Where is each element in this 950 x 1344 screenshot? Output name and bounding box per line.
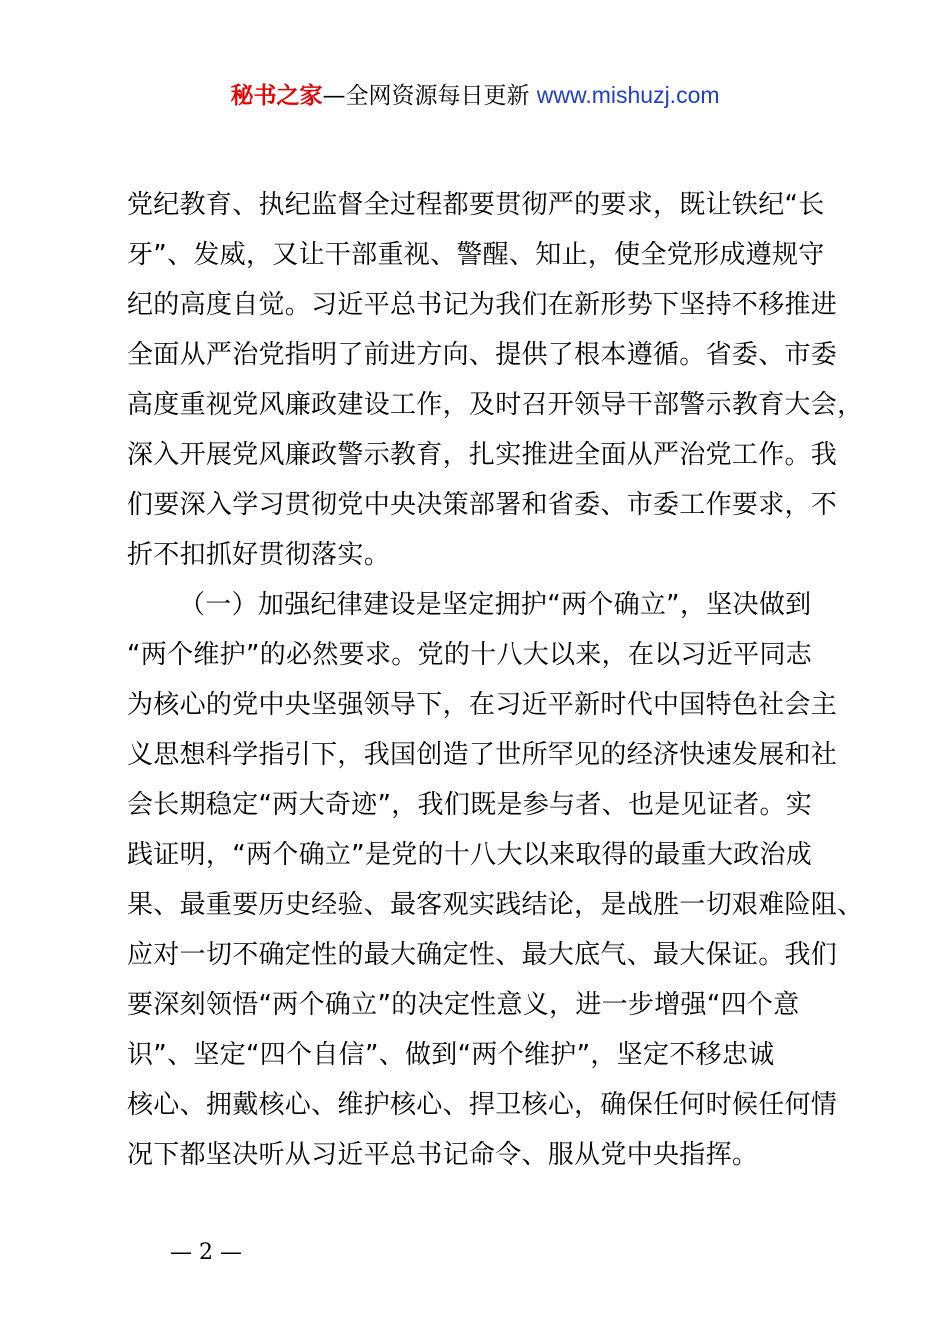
paragraph-line: 要深刻领悟“两个确立”的决定性意义，进一步增强“四个意 [127,990,800,1020]
paragraph-line: 深入开展党风廉政警示教育，扎实推进全面从严治党工作。我 [127,440,838,470]
paragraph-line: 应对一切不确定性的最大确定性、最大底气、最大保证。我们 [127,940,838,970]
brand-name: 秘书之家 [230,83,323,109]
paragraph-line: 识”、坚定“四个自信”、做到“两个维护”，坚定不移忠诚 [127,1040,775,1070]
paragraph-line: 们要深入学习贯彻党中央决策部署和省委、市委工作要求，不 [127,490,838,520]
paragraph-line: 牙”、发威，又让干部重视、警醒、知止，使全党形成遵规守 [127,240,825,270]
document-body [127,180,864,1180]
paragraph-line: 核心、拥戴核心、维护核心、捍卫核心，确保任何时候任何情 [127,1090,838,1120]
paragraph-line: 折不扣抓好贯彻落实。 [127,540,391,570]
page-number: — 2 — [170,1240,242,1265]
paragraph-line: 践证明，“两个确立”是党的十八大以来取得的最重大政治成 [127,840,813,870]
paragraph-line: 果、最重要历史经验、最客观实践结论，是战胜一切艰难险阻、 [127,890,864,920]
paragraph-line: 为核心的党中央坚强领导下，在习近平新时代中国特色社会主 [127,690,838,720]
paragraph-line: 纪的高度自觉。习近平总书记为我们在新形势下坚持不移推进 [127,290,838,320]
header-tagline: —全网资源每日更新 [322,83,537,109]
paragraph-line: “两个维护”的必然要求。党的十八大以来，在以习近平同志 [127,640,813,670]
site-url-link[interactable]: www.mishuzj.com [536,82,720,108]
section-heading-line: （一）加强纪律建设是坚定拥护“两个确立”，坚决做到 [179,590,812,620]
paragraph-line: 全面从严治党指明了前进方向、提供了根本遵循。省委、市委 [127,340,838,370]
site-header [0,78,950,113]
paragraph-line: 高度重视党风廉政建设工作，及时召开领导干部警示教育大会， [127,390,864,420]
paragraph-line: 义思想科学指引下，我国创造了世所罕见的经济快速发展和社 [127,740,838,770]
paragraph-line: 会长期稳定“两大奇迹”，我们既是参与者、也是见证者。实 [127,790,813,820]
paragraph-line: 党纪教育、执纪监督全过程都要贯彻严的要求，既让铁纪“长 [127,190,825,220]
paragraph-line: 况下都坚决听从习近平总书记命令、服从党中央指挥。 [127,1140,759,1170]
